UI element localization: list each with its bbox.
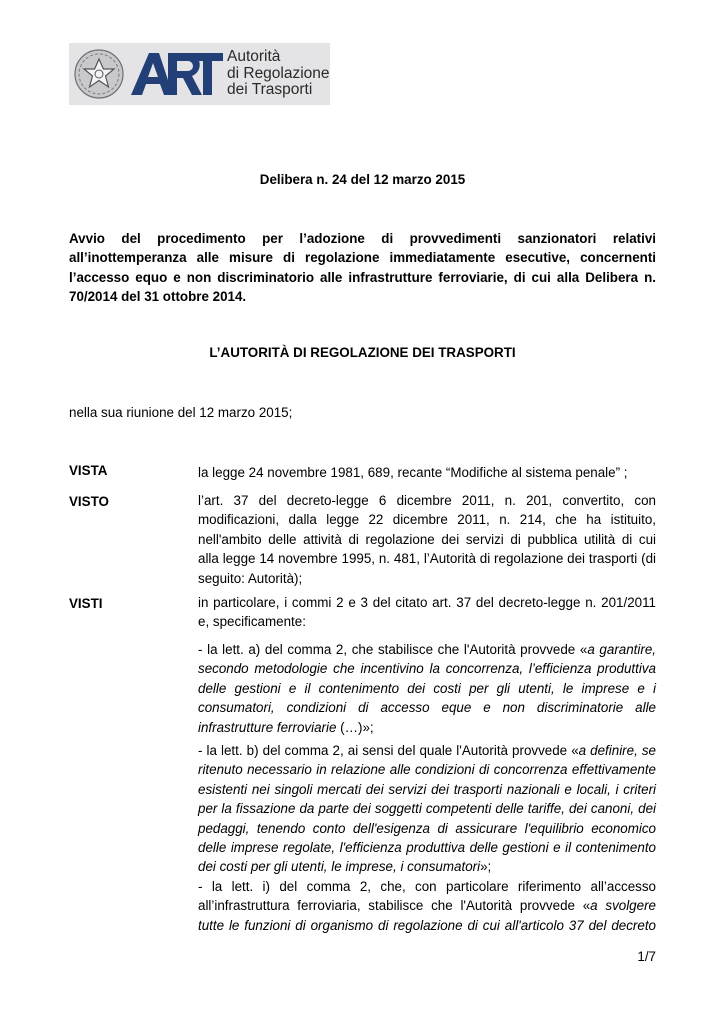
item-b-line: per la fissazione da parte dei soggetti competenti delle tariffe, dei canoni, dei xyxy=(198,801,656,817)
logo-wordmark xyxy=(227,49,330,99)
visto-line: seguito: Autorità); xyxy=(198,570,303,586)
meeting-line: nella sua riunione del 12 marzo 2015; xyxy=(69,405,293,420)
item-b-line: ritenuto necessario in relazione alle condizioni di concorrenza effettivamente xyxy=(198,762,656,778)
page-number: 1/7 xyxy=(637,949,656,964)
item-b-line: delle imprese regolate, l'efficienza produttiva delle gestioni e il contenimento xyxy=(198,840,656,856)
visto-label: VISTO xyxy=(69,494,109,509)
logo-line-1: Autorità xyxy=(227,48,281,65)
vista-label: VISTA xyxy=(69,463,108,478)
visto-line: modificazioni, dalla legge 22 dicembre 2011, n. 214, che ha istituito, xyxy=(198,512,656,528)
item-b-line: pedaggi, tenendo conto dell'esigenza di assicurare l'equilibrio economico xyxy=(198,820,656,836)
visto-line: l’art. 37 del decreto-legge 6 dicembre 2011, n. 201, convertito, con xyxy=(198,493,656,508)
item-a-line: - la lett. a) del comma 2, che stabilisce che l'Autorità provvede «a garantire, xyxy=(198,642,656,657)
item-b-line: - la lett. b) del comma 2, ai sensi del quale l'Autorità provvede «a definire, se xyxy=(198,743,657,758)
item-a-line: secondo metodologie che incentivino la concorrenza, l’efficienza produttiva xyxy=(198,661,656,677)
visti-line: in particolare, i commi 2 e 3 del citato art. 37 del decreto-legge n. 201/2011 xyxy=(198,595,656,610)
visto-line: alla legge 14 novembre 1995, n. 481, l’Autorità di regolazione dei trasporti (di xyxy=(198,551,656,567)
item-a-line: consumatori, condizioni di accesso eque e non discriminatorie alle xyxy=(198,700,656,716)
visti-text xyxy=(198,593,656,632)
authority-heading: L’AUTORITÀ DI REGOLAZIONE DEI TRASPORTI xyxy=(209,345,516,360)
item-a-paragraph xyxy=(198,640,656,737)
logo-line-3: dei Trasporti xyxy=(227,81,313,98)
logo-line-2: di Regolazione xyxy=(227,64,330,82)
item-b-line: dei costi per gli utenti, le imprese, i consumatori»; xyxy=(198,859,492,875)
visti-label: VISTI xyxy=(69,596,103,611)
art-logo xyxy=(69,43,330,105)
item-b-line: esistenti nei singoli mercati dei servizi dei trasporti nazionali e locali, i criteri xyxy=(198,781,656,797)
deliberation-subject: Avvio del procedimento per l’adozione di provvedimenti sanzionatori relativi all’inottemperanza alle misure di regolazione immediatamente esecutive, concernenti l’accesso equo e non discriminatorio alle infrastrutture ferroviarie, di cui alla Delibera n. 70/2014 del 31 ottobre 2014. xyxy=(69,231,656,305)
item-i-paragraph xyxy=(198,877,656,935)
emblem-icon xyxy=(69,43,227,105)
item-a-line: infrastrutture ferroviarie (…)»; xyxy=(198,719,374,735)
item-i-line: all’infrastruttura ferroviaria, stabilisce che l'Autorità provvede «a svolgere xyxy=(198,898,656,914)
deliberation-heading: Delibera n. 24 del 12 marzo 2015 xyxy=(259,172,466,187)
item-a-line: delle gestioni e il contenimento dei costi per gli utenti, le imprese e i xyxy=(198,680,656,696)
vista-text: la legge 24 novembre 1981, 689, recante “Modifiche al sistema penale” ; xyxy=(198,465,628,480)
item-i-line: - la lett. i) del comma 2, che, con particolare riferimento all’accesso xyxy=(198,879,656,894)
visto-text xyxy=(198,491,656,588)
item-i-line: tutte le funzioni di organismo di regolazione di cui all'articolo 37 del decreto xyxy=(198,917,656,933)
visto-line: nell'ambito delle attività di regolazione dei servizi di pubblica utilità di cui xyxy=(198,531,656,547)
visti-line: e, specificamente: xyxy=(198,614,306,630)
item-b-paragraph xyxy=(198,741,656,877)
